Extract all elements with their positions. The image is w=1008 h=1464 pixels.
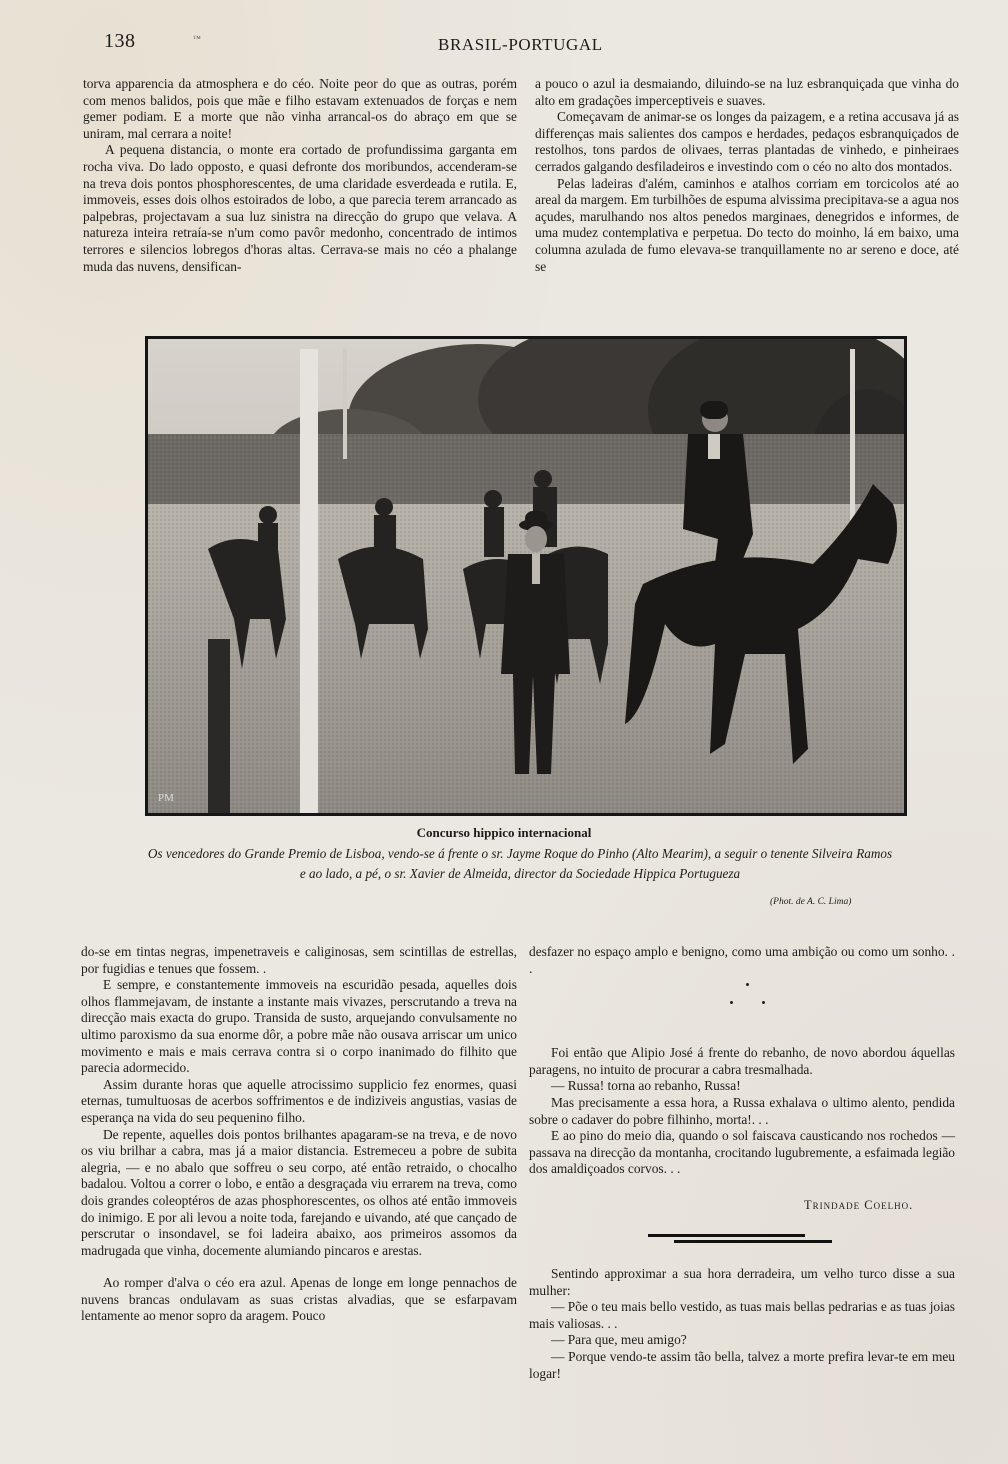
paragraph: Assim durante horas que aquelle atrocissimo supplicio fez enormes, quasi eternas, tumultuosas de acerbos soffrimentos e de indiziveis angustias, vasias de esperança na vida do seu pequenino filho. (81, 1076, 517, 1125)
section-divider-rule (674, 1240, 832, 1243)
photo-caption (80, 844, 960, 884)
asterism-dot (746, 983, 749, 986)
bottom-left-column (81, 944, 517, 1325)
paragraph: Ao romper d'alva o céo era azul. Apenas de longe em longe pennachos de nuvens brancas ondulavam as suas cristas alvadias, que se esfarpavam lentamente ao menor sopro da aragem. Pouco (81, 1275, 517, 1324)
dialogue-line: — Porque vendo-te assim tão bella, talvez a morte prefira levar-te em meu logar! (529, 1348, 955, 1381)
paragraph: a pouco o azul ia desmaiando, diluindo-se na luz esbranquiçada que vinha do alto em gradações imperceptiveis e suaves. (535, 76, 959, 108)
equestrian-photograph (145, 336, 907, 816)
fence-post (208, 639, 230, 813)
dialogue-line: — Põe o teu mais bello vestido, as tuas mais bellas pedrarias e as tuas joias mais valiosas. . . (529, 1299, 955, 1331)
header-printer-mark: ™ (193, 34, 201, 43)
photo-caption-line: Os vencedores do Grande Premio de Lisboa, vendo-se á frente o sr. Jayme Roque do Pinho (Alto Mearim), a seguir o tenente Silveira Ramos (147, 846, 893, 861)
publication-title: BRASIL-PORTUGAL (438, 35, 603, 54)
dialogue-line: — Russa! torna ao rebanho, Russa! (551, 1078, 741, 1094)
author-signature: Trindade Coelho. (804, 1198, 914, 1212)
paragraph: De repente, aquelles dois pontos brilhantes apagaram-se na treva, e de novo os viu brilhar a cabra, mas já a maior distancia. Estremeceu a pobre de subita alegria, — e no abalo que soffreu o seu corpo, até então retraido, o chocalho badalou. Voltou a correr o lobo, e então a desgraçada viu errarem na treva, como dois grandes coleoptéros de azas phosphorescentes, os olhos até então immoveis do inimigo. E por ali levou a noite toda, farejando e uivando, até que cançado de perscrutar o insondavel, se foi ladeira abaixo, aos primeiros assomos da madrugada que vinha, docemente alumiando pincaros e arestas. (81, 1126, 517, 1258)
top-right-column (535, 76, 959, 275)
white-pole (300, 349, 318, 813)
dialogue-line: — Para que, meu amigo? (551, 1332, 687, 1348)
paragraph: Começavam de animar-se os longes da paizagem, e a retina accusava já as differenças mais salientes dos campos e herdades, pedaços esbranquiçados de restolhos, tons pardos de olivaes, terras plantadas de vinhedo, e pinheiraes cerrados galgando desfiladeiros e investindo com o céo no alto dos montados. (535, 109, 959, 174)
paragraph: do-se em tintas negras, impenetraveis e caliginosas, sem scintillas de estrellas, por fugidias e tenues que fossem. . (81, 944, 517, 976)
photo-illustration (148, 339, 904, 813)
photo-caption-title: Concurso hippico internacional (416, 825, 592, 840)
paragraph: Pelas ladeiras d'além, caminhos e atalhos corriam em torcicolos até ao areal da margem. Em turbilhões de espuma alvissima precipitava-se a agua nos açudes, marulhando nos altos penedos marginaes, denegridos e informes, de uma mudez contemplativa e perpetua. Do tecto do moinho, lá em baixo, uma columna azulada de fumo elevava-se tranquillamente no ar sereno e doce, até se (535, 175, 959, 274)
page-number: 138 (104, 30, 136, 52)
photo-credit: (Phot. de A. C. Lima) (770, 897, 852, 907)
signature-space (529, 1178, 955, 1266)
paragraph: desfazer no espaço amplo e benigno, como uma ambição ou como um sonho. . . (529, 944, 955, 976)
paragraph: A pequena distancia, o monte era cortado de profundissima garganta em rocha viva. Do lado opposto, e quasi defronte dos moribundos, accenderam-se na treva dois pontos phosphorescentes, de uma claridade esverdeada e rutila. E, immoveis, esses dois olhos estoirados de lobo, a que parecia terem arrancado as palpebras, projectavam a sua luz sinistra na direcção do grupo que velava. A natureza inteira retraía-se n'um como pavôr medonho, concentrado de intimos terrores e silencios lobregos d'horas altas. Cerrava-se mais no céo a phalange muda das nuvens, densifican- (83, 142, 517, 274)
paragraph: E sempre, e constantemente immoveis na escuridão pesada, aquelles dois olhos flammejavam, de instante a instante mais vivazes, perscrutando a treva na direcção mais exacta do grupo. Transida de susto, arquejando convulsamente no ultimo paroxismo da sua enorme dôr, a pobre mãe não ousava arriscar um unico movimento e mais e mais cerrava contra si o corpo inanimado do filhito que parecia adormecido. (81, 977, 517, 1076)
paragraph: Foi então que Alipio José á frente do rebanho, de novo abordou áquellas paragens, no intuito de procurar a cabra tresmalhada. (529, 1045, 955, 1077)
asterism-dot (730, 1001, 733, 1004)
paragraph: Sentindo approximar a sua hora derradeira, um velho turco disse a sua mulher: (529, 1265, 955, 1298)
paragraph: torva apparencia da atmosphera e do céo. Noite peor do que as outras, porém com menos balidos, pois que mãe e filho estavam extenuados de forças e nem gemer podiam. E a morte que não vinha arrancal-os do abraço em que se uniram, mal cerrara a noite! (83, 76, 517, 141)
section-divider-rule (648, 1234, 805, 1237)
paragraph: Mas precisamente a essa hora, a Russa exhalava o ultimo alento, pendida sobre o cadaver do pobre filhinho, morta!. . . (529, 1094, 955, 1127)
asterism-separator (720, 983, 780, 1013)
photo-caption-line: e ao lado, a pé, o sr. Xavier de Almeida, director da Sociedade Hippica Portugueza (299, 866, 741, 881)
photographer-monogram: PM (158, 792, 174, 804)
asterism-dot (762, 1001, 765, 1004)
top-left-column (83, 76, 517, 275)
paragraph: E ao pino do meio dia, quando o sol faiscava causticando nos rochedos — passava na direcção da montanha, crocitando lugubremente, a esfaimada legião dos amaldiçoados corvos. . . (529, 1128, 955, 1177)
